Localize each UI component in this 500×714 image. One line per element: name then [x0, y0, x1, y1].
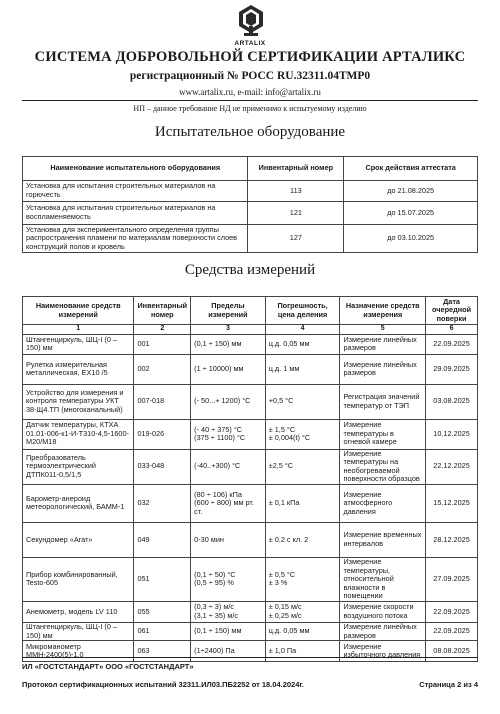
instruments-section-title: Средства измерений	[184, 262, 316, 278]
equipment-table	[22, 156, 478, 253]
instrument-date-cell: 29.09.2025	[426, 354, 478, 384]
instrument-name-cell: Анемометр, модель LV 110	[23, 601, 134, 622]
np-note: НП – данное требование НД не применимо к испытуемому изделию	[133, 104, 367, 113]
instrument-purpose-cell: Измерение температуры в огневой камере	[340, 419, 426, 449]
system-title: СИСТЕМА ДОБРОВОЛЬНОЙ СЕРТИФИКАЦИИ АРТАЛИКС	[34, 49, 466, 65]
instrument-inv-cell: 051	[134, 557, 191, 601]
instrument-row	[23, 557, 478, 601]
instrument-error-cell: ц.д. 0,05 мм	[265, 334, 340, 354]
instrument-date-cell: 10.12.2025	[426, 419, 478, 449]
instrument-range-cell: (1÷2400) Па	[191, 641, 266, 662]
instrument-range-cell: (0,1 ÷ 50) °С (0,5 ÷ 95) %	[191, 557, 266, 601]
instrument-date-cell: 08.08.2025	[426, 641, 478, 662]
instrument-range-cell: 0-30 мин	[191, 522, 266, 557]
instrument-date-cell: 22.12.2025	[426, 449, 478, 484]
instruments-col-range: Пределы измерений	[191, 297, 266, 325]
instrument-name-cell: Рулетка измерительная металлическая, EX10 /5	[23, 354, 134, 384]
instrument-range-cell: (0,3 ÷ 3) м/с (3,1 ÷ 35) м/с	[191, 601, 266, 622]
instrument-error-cell: ± 0,1 кПа	[265, 484, 340, 522]
instrument-range-cell: (-40..+300) °С	[191, 449, 266, 484]
equipment-valid-cell: до 15.07.2025	[344, 202, 478, 225]
instruments-table	[22, 296, 478, 662]
instruments-col-name: Наименование средств измерений	[23, 297, 134, 325]
instrument-purpose-cell: Измерение линейных размеров	[340, 622, 426, 640]
instrument-name-cell: Преобразователь термоэлектрический ДТПК011-0,5/1,5	[23, 449, 134, 484]
col-number: 4	[265, 325, 340, 335]
footer-divider	[22, 657, 478, 658]
instrument-name-cell: Секундомер «Агат»	[23, 522, 134, 557]
instrument-purpose-cell: Измерение температуры на необогреваемой поверхности образцов	[340, 449, 426, 484]
instrument-date-cell: 28.12.2025	[426, 522, 478, 557]
equipment-inv-cell: 113	[248, 181, 344, 202]
instruments-col-purpose: Назначение средств измерения	[340, 297, 426, 325]
instrument-error-cell: ± 1,0 Па	[265, 641, 340, 662]
instrument-date-cell: 22.09.2025	[426, 601, 478, 622]
instrument-row	[23, 641, 478, 662]
instrument-row	[23, 419, 478, 449]
footer-organization: ИЛ «ГОСТСТАНДАРТ» ООО «ГОСТСТАНДАРТ»	[22, 662, 194, 671]
instrument-row	[23, 522, 478, 557]
instrument-date-cell: 03.08.2025	[426, 384, 478, 419]
equipment-inv-cell: 121	[248, 202, 344, 225]
instrument-range-cell: (1 ÷ 10000) мм	[191, 354, 266, 384]
equipment-col-valid: Срок действия аттестата	[344, 157, 478, 181]
col-number: 6	[426, 325, 478, 335]
equipment-name-cell: Установка для испытания строительных материалов на горючесть	[23, 181, 248, 202]
instrument-name-cell: Штангенциркуль, ШЦ-I (0 – 150) мм	[23, 622, 134, 640]
instrument-inv-cell: 002	[134, 354, 191, 384]
equipment-valid-cell: до 03.10.2025	[344, 225, 478, 253]
instruments-col-error: Погрешность, цена деления	[265, 297, 340, 325]
instrument-purpose-cell: Измерение избыточного давления	[340, 641, 426, 662]
instrument-error-cell: ± 0,5 °С ± 3 %	[265, 557, 340, 601]
equipment-row	[23, 202, 478, 225]
instrument-range-cell: (- 50...+ 1200) °С	[191, 384, 266, 419]
instrument-name-cell: Барометр-анероид метеорологический, БАММ-1	[23, 484, 134, 522]
instrument-error-cell: ц.д. 0,05 мм	[265, 622, 340, 640]
registration-number: регистрационный № РОСС RU.32311.04ТМР0	[129, 70, 371, 82]
instrument-inv-cell: 063	[134, 641, 191, 662]
instrument-date-cell: 22.09.2025	[426, 334, 478, 354]
instrument-name-cell: Штангенциркуль, ШЦ-I (0 – 150) мм	[23, 334, 134, 354]
instruments-col-inv: Инвентарный номер	[134, 297, 191, 325]
web-contacts: www.artalix.ru, e-mail: info@artalix.ru	[179, 87, 321, 97]
instrument-range-cell: (0,1 ÷ 150) мм	[191, 622, 266, 640]
instrument-error-cell: +0,5 °С	[265, 384, 340, 419]
instrument-row	[23, 622, 478, 640]
equipment-row	[23, 181, 478, 202]
instrument-purpose-cell: Измерение атмосферного давления	[340, 484, 426, 522]
instrument-purpose-cell: Регистрация значений температур от ТЭП	[340, 384, 426, 419]
instrument-name-cell: Датчик температуры, КТХА 01.01-006-к1-И-Т310-4,5-1600-М20/М18	[23, 419, 134, 449]
artalix-logo-icon	[236, 4, 266, 40]
instrument-error-cell: ц.д. 1 мм	[265, 354, 340, 384]
instrument-name-cell: Устройство для измерения и контроля температуры УКТ 38-Щ4.ТП (многоканальный)	[23, 384, 134, 419]
instrument-row	[23, 601, 478, 622]
equipment-name-cell: Установка для испытания строительных материалов на воспламеняемость	[23, 202, 248, 225]
instrument-date-cell: 15.12.2025	[426, 484, 478, 522]
instrument-inv-cell: 019-026	[134, 419, 191, 449]
col-number: 5	[340, 325, 426, 335]
col-number: 1	[23, 325, 134, 335]
instrument-purpose-cell: Измерение временных интервалов	[340, 522, 426, 557]
instrument-row	[23, 484, 478, 522]
instrument-date-cell: 22.09.2025	[426, 622, 478, 640]
instrument-inv-cell: 033-048	[134, 449, 191, 484]
header-divider	[22, 100, 478, 101]
instrument-inv-cell: 049	[134, 522, 191, 557]
equipment-valid-cell: до 21.08.2025	[344, 181, 478, 202]
instrument-row	[23, 384, 478, 419]
instrument-row	[23, 354, 478, 384]
instrument-error-cell: ± 0,15 м/с ± 0,25 м/с	[265, 601, 340, 622]
instrument-inv-cell: 055	[134, 601, 191, 622]
instrument-purpose-cell: Измерение линейных размеров	[340, 334, 426, 354]
instrument-error-cell: ±2,5 °С	[265, 449, 340, 484]
col-number: 3	[191, 325, 266, 335]
instrument-purpose-cell: Измерение температуры, относительной влажности в помещении	[340, 557, 426, 601]
instrument-inv-cell: 001	[134, 334, 191, 354]
instrument-inv-cell: 007-018	[134, 384, 191, 419]
instrument-inv-cell: 061	[134, 622, 191, 640]
instrument-purpose-cell: Измерение линейных размеров	[340, 354, 426, 384]
instrument-date-cell: 27.09.2025	[426, 557, 478, 601]
equipment-row	[23, 225, 478, 253]
instrument-range-cell: (0,1 ÷ 150) мм	[191, 334, 266, 354]
equipment-inv-cell: 127	[248, 225, 344, 253]
instrument-row	[23, 449, 478, 484]
col-number: 2	[134, 325, 191, 335]
page-number: Страница 2 из 4	[419, 680, 478, 689]
footer-protocol: Протокол сертификационных испытаний 32311.ИЛ03.ПБ2252 от 18.04.2024г.	[22, 680, 304, 689]
instrument-purpose-cell: Измерение скорости воздушного потока	[340, 601, 426, 622]
equipment-name-cell: Установка для экспериментального определения группы распространения пламени по материалам поверхности слоев конструкций полов и кровель	[23, 225, 248, 253]
equipment-col-inv: Инвентарный номер	[248, 157, 344, 181]
equipment-col-name: Наименование испытательного оборудования	[23, 157, 248, 181]
equipment-section-title: Испытательное оборудование	[154, 124, 346, 140]
instrument-name-cell: Прибор комбинированный, Testo-605	[23, 557, 134, 601]
instrument-row	[23, 334, 478, 354]
instrument-error-cell: ± 1,5 °С ± 0,004(t) °С	[265, 419, 340, 449]
brand-name: ARTALIX	[234, 40, 266, 47]
instrument-range-cell: (- 40 ÷ 375) °С (375 ÷ 1100) °С	[191, 419, 266, 449]
instrument-name-cell: Микроманометр ММН-2400(5)-1,0	[23, 641, 134, 662]
instrument-inv-cell: 032	[134, 484, 191, 522]
instruments-col-date: Дата очередной поверки	[426, 297, 478, 325]
instrument-error-cell: ± 0.2 с кл. 2	[265, 522, 340, 557]
instrument-range-cell: (80 ÷ 106) кПа (600 ÷ 800) мм рт. ст.	[191, 484, 266, 522]
